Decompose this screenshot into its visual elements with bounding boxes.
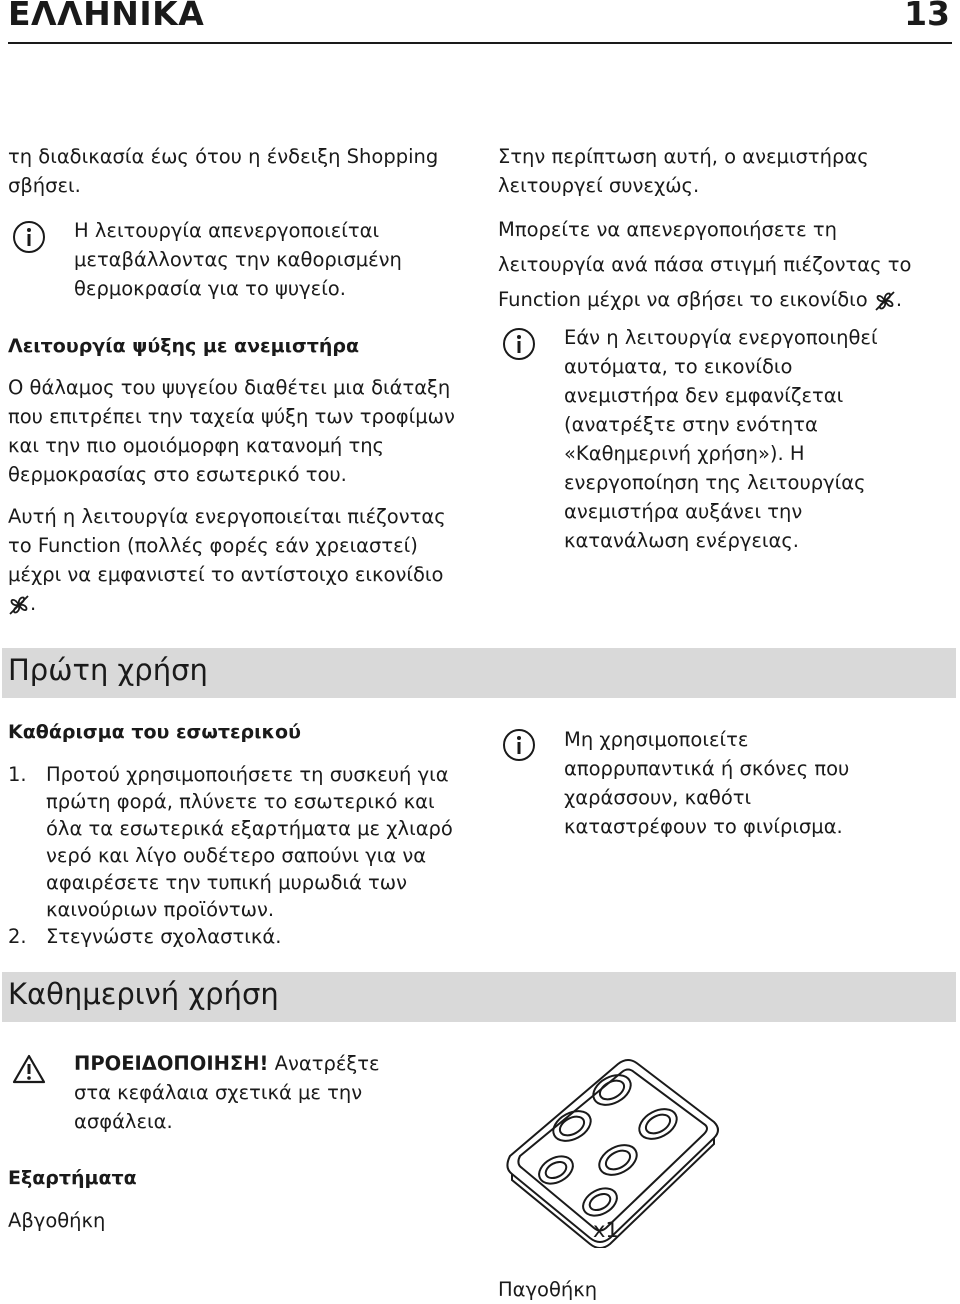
daily-use-title: Καθημερινή χρήση (8, 977, 279, 1011)
warning-icon (12, 1054, 46, 1084)
page-header-language: ΕΛΛΗΝΙΚΑ (8, 0, 205, 33)
ice-tray-label: Παγοθήκη (498, 1278, 598, 1301)
info-icon (502, 728, 536, 762)
step-number: 2. (8, 925, 27, 948)
fan-activation-paragraph (8, 502, 468, 618)
fan-continuous-paragraph: Στην περίπτωση αυτή, ο ανεμιστήρας λειτουργεί συνεχώς. (498, 145, 869, 197)
fan-activation-text: Αυτή η λειτουργία ενεργοποιείται πιέζοντας το Function (πολλές φορές εάν χρειαστεί) μέχρι να εμφανιστεί το αντίστοιχο εικονίδιο (8, 505, 446, 586)
warning-paragraph (74, 1049, 404, 1136)
fan-icon (874, 290, 896, 312)
fan-activation-period: . (30, 592, 37, 615)
list-item (8, 761, 470, 923)
step-number: 1. (8, 763, 27, 786)
accessories-heading: Εξαρτήματα (8, 1167, 137, 1189)
page-number: 13 (904, 0, 950, 33)
info-note-text: Η λειτουργία απενεργοποιείται μεταβάλλοντας την καθορισμένη θερμοκρασία για το ψυγείο. (74, 219, 402, 300)
step-text: Προτού χρησιμοποιήσετε τη συσκευή για πρώτη φορά, πλύνετε το εσωτερικό και όλα τα εσωτερικά εξαρτήματα με χλιαρό νερό και λίγο ουδέτερο σαπούνι για να αφαιρέσετε την τυπική μυρωδιά των καινούριων προϊόντων. (46, 763, 453, 921)
fan-icon (8, 594, 30, 616)
header-rule (8, 42, 952, 44)
intro-paragraph: τη διαδικασία έως ότου η ένδειξη Shopping σβήσει. (8, 145, 439, 197)
first-use-title: Πρώτη χρήση (8, 653, 208, 687)
list-item (8, 923, 470, 950)
cleaning-steps-list (8, 761, 470, 950)
fan-deactivate-period: . (895, 288, 903, 311)
fan-deactivate-text: Μπορείτε να απενεργοποιήσετε τη λειτουργία ανά πάσα στιγμή πιέζοντας το Function μέχρι να σβήσει το εικονίδιο (498, 218, 912, 311)
fan-deactivate-paragraph (498, 212, 938, 317)
info-icon (502, 327, 536, 361)
quantity-label: x1 (593, 1218, 619, 1242)
detergent-info-note-text: Μη χρησιμοποιείτε απορρυπαντικά ή σκόνες που χαράσσουν, καθότι καταστρέφουν το φινίρισμα. (564, 728, 850, 838)
fan-info-note-text: Εάν η λειτουργία ενεργοποιηθεί αυτόματα, το εικονίδιο ανεμιστήρα δεν εμφανίζεται (ανατρέξτε στην ενότητα «Καθημερινή χρήση»). Η ενεργοποίηση της λειτουργίας ανεμιστήρα αυξάνει την κατανάλωση ενέργειας. (564, 326, 878, 552)
cleaning-heading: Καθάρισμα του εσωτερικού (8, 721, 301, 743)
fan-cooling-heading: Λειτουργία ψύξης με ανεμιστήρα (8, 335, 360, 357)
warning-label: ΠΡΟΕΙΔΟΠΟΙΗΣΗ! (74, 1052, 269, 1075)
daily-use-section-band (2, 972, 956, 1022)
info-icon (12, 220, 46, 254)
warning-text: Ανατρέξτε στα κεφάλαια σχετικά με την ασφάλεια. (74, 1052, 380, 1133)
step-text: Στεγνώστε σχολαστικά. (46, 925, 282, 948)
egg-tray-label: Αβγοθήκη (8, 1209, 106, 1232)
first-use-section-band (2, 648, 956, 698)
fan-description-paragraph: Ο θάλαμος του ψυγείου διαθέτει μια διάταξη που επιτρέπει την ταχεία ψύξη των τροφίμων και την πιο ομοιόμορφη κατανομή της θερμοκρασίας στο εσωτερικό του. (8, 376, 455, 486)
